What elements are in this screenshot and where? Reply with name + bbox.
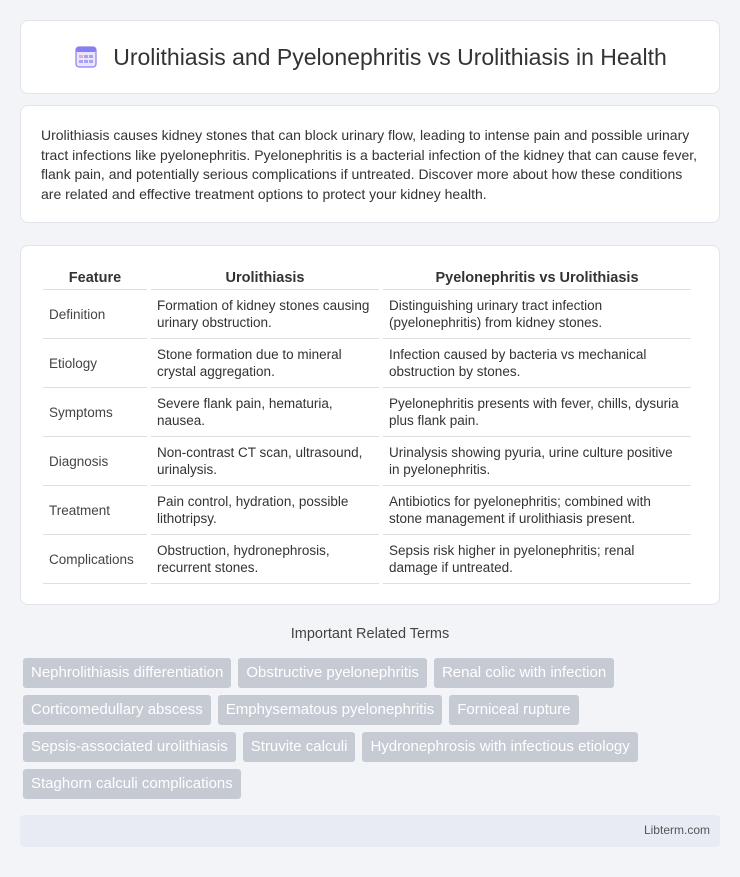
table-cell-comparison: Pyelonephritis presents with fever, chills, dysuria plus flank pain. [383, 388, 691, 437]
footer-brand-link[interactable]: Libterm.com [643, 823, 710, 837]
table-cell-urolithiasis: Stone formation due to mineral crystal aggregation. [151, 339, 379, 388]
table-cell-urolithiasis: Formation of kidney stones causing urinary obstruction. [151, 290, 379, 339]
table-cell-feature: Etiology [43, 339, 147, 388]
related-term-tag[interactable]: Forniceal rupture [449, 695, 578, 725]
comparison-table-card [20, 245, 720, 605]
related-term-tag[interactable]: Staghorn calculi complications [23, 769, 241, 799]
table-cell-comparison: Antibiotics for pyelonephritis; combined with stone management if urolithiasis present. [383, 486, 691, 535]
table-row [43, 486, 691, 535]
table-row [43, 437, 691, 486]
intro-text: Urolithiasis causes kidney stones that can block urinary flow, leading to intense pain and possible urinary tract infections like pyelonephritis. Pyelonephritis is a bacterial infection of the kidney that can cause fever, flank pain, and potentially serious complications if untreated. Discover more about how these conditions are related and effective treatment options to protect your kidney health. [41, 127, 698, 202]
table-row [43, 388, 691, 437]
intro-card [20, 105, 720, 223]
table-cell-feature: Definition [43, 290, 147, 339]
related-term-tag[interactable]: Renal colic with infection [434, 658, 614, 688]
document-icon [73, 44, 99, 70]
column-header-urolithiasis: Urolithiasis [151, 266, 379, 290]
column-header-comparison: Pyelonephritis vs Urolithiasis [383, 266, 691, 290]
table-cell-urolithiasis: Severe flank pain, hematuria, nausea. [151, 388, 379, 437]
related-term-tag[interactable]: Corticomedullary abscess [23, 695, 211, 725]
related-terms-heading: Important Related Terms [290, 626, 450, 642]
related-term-tag[interactable]: Struvite calculi [243, 732, 356, 762]
table-cell-urolithiasis: Pain control, hydration, possible lithotripsy. [151, 486, 379, 535]
table-cell-comparison: Urinalysis showing pyuria, urine culture positive in pyelonephritis. [383, 437, 691, 486]
related-term-tag[interactable]: Hydronephrosis with infectious etiology [362, 732, 637, 762]
table-cell-feature: Treatment [43, 486, 147, 535]
comparison-table [39, 266, 695, 584]
related-term-tag[interactable]: Emphysematous pyelonephritis [218, 695, 442, 725]
related-term-tag[interactable]: Nephrolithiasis differentiation [23, 658, 231, 688]
table-row [43, 339, 691, 388]
table-cell-comparison: Sepsis risk higher in pyelonephritis; renal damage if untreated. [383, 535, 691, 584]
column-header-feature: Feature [43, 266, 147, 290]
table-row [43, 290, 691, 339]
table-cell-feature: Complications [43, 535, 147, 584]
footer [20, 815, 720, 847]
related-term-tag[interactable]: Sepsis-associated urolithiasis [23, 732, 236, 762]
table-header-row [43, 266, 691, 290]
related-term-tag[interactable]: Obstructive pyelonephritis [238, 658, 427, 688]
table-cell-feature: Diagnosis [43, 437, 147, 486]
table-cell-comparison: Distinguishing urinary tract infection (pyelonephritis) from kidney stones. [383, 290, 691, 339]
related-terms-list [23, 658, 703, 799]
title-wrap [73, 44, 667, 71]
page-title: Urolithiasis and Pyelonephritis vs Urolithiasis in Health [113, 43, 667, 70]
table-cell-urolithiasis: Non-contrast CT scan, ultrasound, urinalysis. [151, 437, 379, 486]
table-cell-feature: Symptoms [43, 388, 147, 437]
table-cell-comparison: Infection caused by bacteria vs mechanical obstruction by stones. [383, 339, 691, 388]
table-cell-urolithiasis: Obstruction, hydronephrosis, recurrent stones. [151, 535, 379, 584]
header-card [20, 20, 720, 94]
table-row [43, 535, 691, 584]
